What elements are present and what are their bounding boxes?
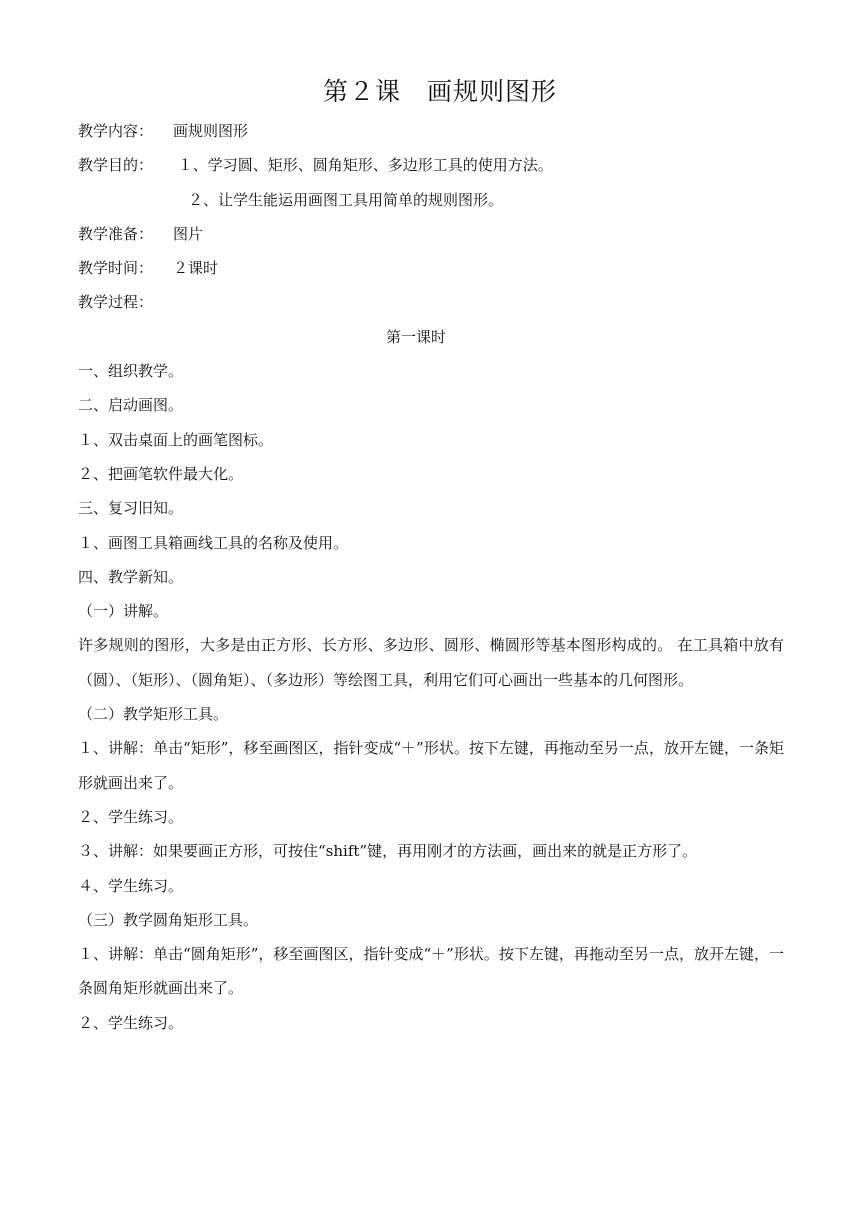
meta-time-value: ２课时 [173, 259, 219, 278]
meta-process-label: 教学过程： [78, 293, 154, 312]
page-title: 第２课 画规则图形 [322, 77, 557, 106]
meta-prep-value: 图片 [173, 224, 204, 243]
part-2-item-1: １、讲解：单击“矩形”，移至画图区，指针变成“＋”形状。按下左键，再拖动至另一点，放开左键，一条矩形就画出来了。 [78, 739, 784, 792]
document-page [78, 74, 784, 1040]
session-title: 第一课时 [385, 327, 446, 346]
section-1: 一、组织教学。 [78, 362, 184, 381]
section-2: 二、启动画图。 [78, 396, 184, 415]
part-2-item-3: ３、讲解：如果要画正方形，可按住“shift”键，再用刚才的方法画，画出来的就是正方形了。 [78, 842, 698, 861]
part-3-item-1: １、讲解：单击“圆角矩形”，移至画图区，指针变成“＋”形状。按下左键，再拖动至另一点，放开左键，一条圆角矩形就画出来了。 [78, 945, 784, 998]
meta-goal-1: １、学习圆、矩形、圆角矩形、多边形工具的使用方法。 [173, 156, 553, 175]
section-3: 三、复习旧知。 [78, 499, 184, 518]
meta-prep-label: 教学准备： [78, 224, 154, 243]
part-1-paragraph: 许多规则的图形，大多是由正方形、长方形、多边形、圆形、椭圆形等基本图形构成的。 在工具箱中放有（圆）、（矩形）、（圆角矩）、（多边形）等绘图工具，利用它们可心画出一些基本的几何图形。 [78, 636, 784, 689]
part-3-heading: （三）教学圆角矩形工具。 [78, 910, 259, 929]
meta-content-label: 教学内容： [78, 122, 154, 140]
section-4: 四、教学新知。 [78, 567, 184, 586]
meta-time-label: 教学时间： [78, 259, 154, 278]
section-2-item-1: １、双击桌面上的画笔图标。 [78, 430, 274, 449]
part-2-item-4: ４、学生练习。 [78, 876, 184, 895]
part-2-item-2: ２、学生练习。 [78, 807, 184, 826]
meta-content-value: 画规则图形 [173, 122, 249, 140]
section-2-item-2: ２、把画笔软件最大化。 [78, 464, 244, 483]
part-1-heading: （一）讲解。 [78, 602, 169, 621]
meta-time [78, 251, 784, 285]
meta-content [78, 114, 784, 148]
part-3-item-2: ２、学生练习。 [78, 1013, 184, 1032]
section-3-item-1: １、画图工具箱画线工具的名称及使用。 [78, 533, 349, 552]
meta-goal-label: 教学目的： [78, 156, 154, 175]
meta-prep [78, 217, 784, 251]
part-2-heading: （二）教学矩形工具。 [78, 705, 229, 724]
meta-goal-2: ２、让学生能运用画图工具用简单的规则图形。 [188, 190, 504, 209]
meta-goal [78, 148, 784, 182]
